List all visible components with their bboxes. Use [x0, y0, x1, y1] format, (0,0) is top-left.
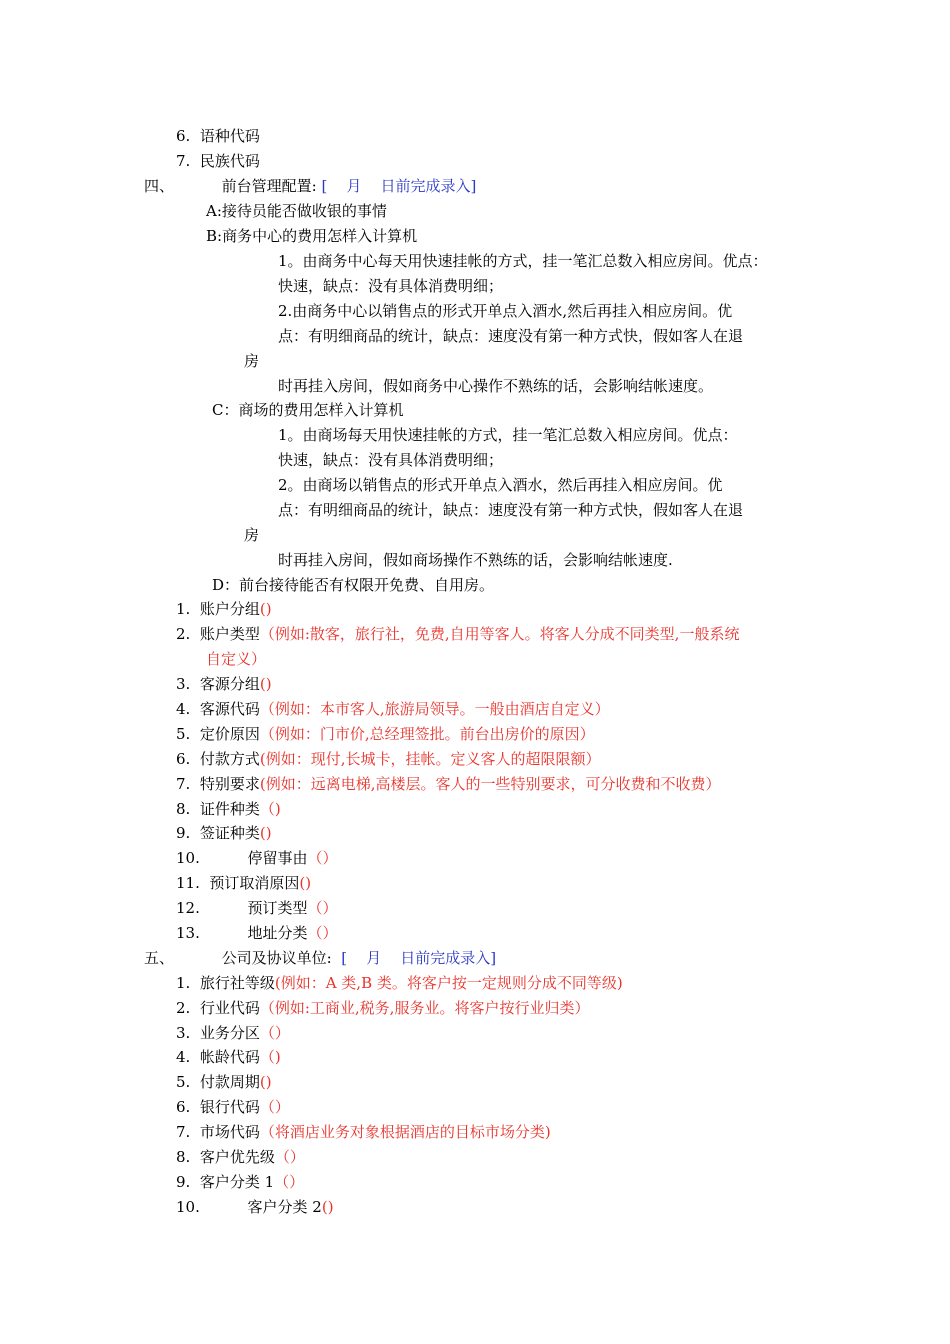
line-text: 8. 证件种类	[176, 800, 260, 818]
line-text: B:商务中心的费用怎样入计算机	[206, 227, 418, 245]
document-line	[212, 400, 403, 420]
document-line	[176, 699, 610, 719]
document-line	[176, 724, 595, 744]
document-line	[244, 525, 259, 545]
line-text: 10. 停留事由	[176, 849, 308, 867]
document-line	[176, 1072, 272, 1092]
document-line	[278, 376, 713, 396]
line-text: 2. 账户类型	[176, 625, 260, 643]
note-text: ()	[259, 675, 272, 693]
line-text: 8. 客户优先级	[176, 1148, 275, 1166]
line-text: 11. 预订取消原因	[176, 874, 300, 892]
line-text: 1. 账户分组	[176, 600, 260, 618]
document-line	[176, 674, 272, 694]
line-text: C：商场的费用怎样入计算机	[212, 401, 404, 419]
line-text: 7. 民族代码	[176, 152, 260, 170]
document-line	[176, 998, 589, 1018]
document-line	[176, 599, 272, 619]
line-text: 2.由商务中心以销售点的形式开单点入酒水,然后再挂入相应房间。优	[278, 302, 733, 320]
document-line	[278, 500, 743, 520]
line-text: 7. 特别要求	[176, 775, 260, 793]
document-line	[278, 425, 738, 445]
line-text: 10. 客户分类 2	[176, 1198, 322, 1216]
document-line	[278, 450, 503, 470]
note-text: （）	[259, 1024, 290, 1042]
line-text: 5. 付款周期	[176, 1073, 260, 1091]
note-text: （例如:工商业,税务,服务业。将客户按行业归类）	[259, 999, 590, 1017]
document-line	[278, 276, 503, 296]
note-text: (例如：现付,长城卡，挂帐。定义客人的超限限额）	[259, 750, 601, 768]
document-line	[176, 1047, 281, 1067]
note-text: ()	[321, 1198, 334, 1216]
document-line	[212, 575, 494, 595]
document-line	[176, 1097, 290, 1117]
document-line	[176, 873, 311, 893]
document-line	[176, 1147, 305, 1167]
line-text: 点：有明细商品的统计，缺点：速度没有第一种方式快，假如客人在退	[278, 327, 744, 345]
deadline-text: [ 月 日前完成录入]	[321, 177, 477, 195]
document-line	[176, 823, 272, 843]
line-text: 2. 行业代码	[176, 999, 260, 1017]
line-text: D：前台接待能否有权限开免费、自用房。	[212, 576, 495, 594]
line-text: 12. 预订类型	[176, 899, 308, 917]
document-line	[278, 475, 723, 495]
document-line	[176, 923, 338, 943]
line-text: 3. 客源分组	[176, 675, 260, 693]
document-line	[144, 948, 496, 968]
line-text: 房	[244, 352, 260, 370]
document-line	[176, 1122, 551, 1142]
document-line	[206, 649, 266, 669]
document-line	[176, 774, 720, 794]
line-text: 13. 地址分类	[176, 924, 308, 942]
note-text: 自定义）	[206, 650, 267, 668]
line-text: 2。由商场以销售点的形式开单点入酒水，然后再挂入相应房间。优	[278, 476, 723, 494]
document-line	[206, 226, 417, 246]
line-text: 快速，缺点：没有具体消费明细；	[278, 451, 504, 469]
note-text: ()	[259, 824, 272, 842]
document-line	[176, 151, 260, 171]
note-text: (例如：远离电梯,高楼层。客人的一些特别要求，可分收费和不收费）	[259, 775, 721, 793]
document-line	[278, 326, 743, 346]
note-text: （）	[274, 1148, 305, 1166]
note-text: （）	[274, 1173, 305, 1191]
document-line	[278, 251, 768, 271]
document-line	[144, 176, 476, 196]
line-text: 四、 前台管理配置:	[144, 177, 322, 195]
line-text: 4. 客源代码	[176, 700, 260, 718]
note-text: （例如：本市客人,旅游局领导。一般由酒店自定义）	[259, 700, 610, 718]
document-line	[176, 1197, 334, 1217]
line-text: 1。由商务中心每天用快速挂帐的方式，挂一笔汇总数入相应房间。优点：	[278, 252, 768, 270]
note-text: （)	[259, 1048, 281, 1066]
note-text: （）	[259, 1098, 290, 1116]
line-text: 3. 业务分区	[176, 1024, 260, 1042]
document-line	[278, 301, 732, 321]
note-text: (例如：A 类,B 类。将客户按一定规则分成不同等级)	[274, 974, 623, 992]
document-line	[278, 550, 673, 570]
note-text: （例如:散客，旅行社，免费,自用等客人。将客人分成不同类型,一般系统	[259, 625, 740, 643]
line-text: 7. 市场代码	[176, 1123, 260, 1141]
document-line	[176, 898, 338, 918]
line-text: A:接待员能否做收银的事情	[206, 202, 387, 220]
line-text: 时再挂入房间，假如商场操作不熟练的话，会影响结帐速度.	[278, 551, 673, 569]
line-text: 1。由商场每天用快速挂帐的方式，挂一笔汇总数入相应房间。优点：	[278, 426, 738, 444]
line-text: 五、 公司及协议单位:	[144, 949, 342, 967]
document-line	[244, 351, 259, 371]
line-text: 6. 付款方式	[176, 750, 260, 768]
note-text: ()	[259, 600, 272, 618]
document-line	[206, 201, 387, 221]
line-text: 6. 语种代码	[176, 127, 260, 145]
line-text: 快速，缺点：没有具体消费明细；	[278, 277, 504, 295]
document-line	[176, 126, 260, 146]
line-text: 4. 帐龄代码	[176, 1048, 260, 1066]
note-text: （例如：门市价,总经理签批。前台出房价的原因）	[259, 725, 595, 743]
document-line	[176, 1172, 304, 1192]
note-text: （）	[307, 849, 338, 867]
document-line	[176, 1023, 290, 1043]
line-text: 1. 旅行社等级	[176, 974, 275, 992]
note-text: （)	[259, 800, 281, 818]
line-text: 房	[244, 526, 260, 544]
line-text: 9. 签证种类	[176, 824, 260, 842]
line-text: 时再挂入房间，假如商务中心操作不熟练的话，会影响结帐速度。	[278, 377, 714, 395]
deadline-text: [ 月 日前完成录入]	[341, 949, 497, 967]
line-text: 9. 客户分类 1	[176, 1173, 275, 1191]
line-text: 5. 定价原因	[176, 725, 260, 743]
note-text: ()	[299, 874, 312, 892]
line-text: 点：有明细商品的统计，缺点：速度没有第一种方式快，假如客人在退	[278, 501, 744, 519]
note-text: ()	[259, 1073, 272, 1091]
note-text: （将酒店业务对象根据酒店的目标市场分类)	[259, 1123, 551, 1141]
note-text: （）	[307, 899, 338, 917]
document-line	[176, 848, 338, 868]
line-text: 6. 银行代码	[176, 1098, 260, 1116]
document-line	[176, 799, 281, 819]
document-line	[176, 624, 739, 644]
document-line	[176, 749, 600, 769]
document-line	[176, 973, 623, 993]
note-text: （）	[307, 924, 338, 942]
